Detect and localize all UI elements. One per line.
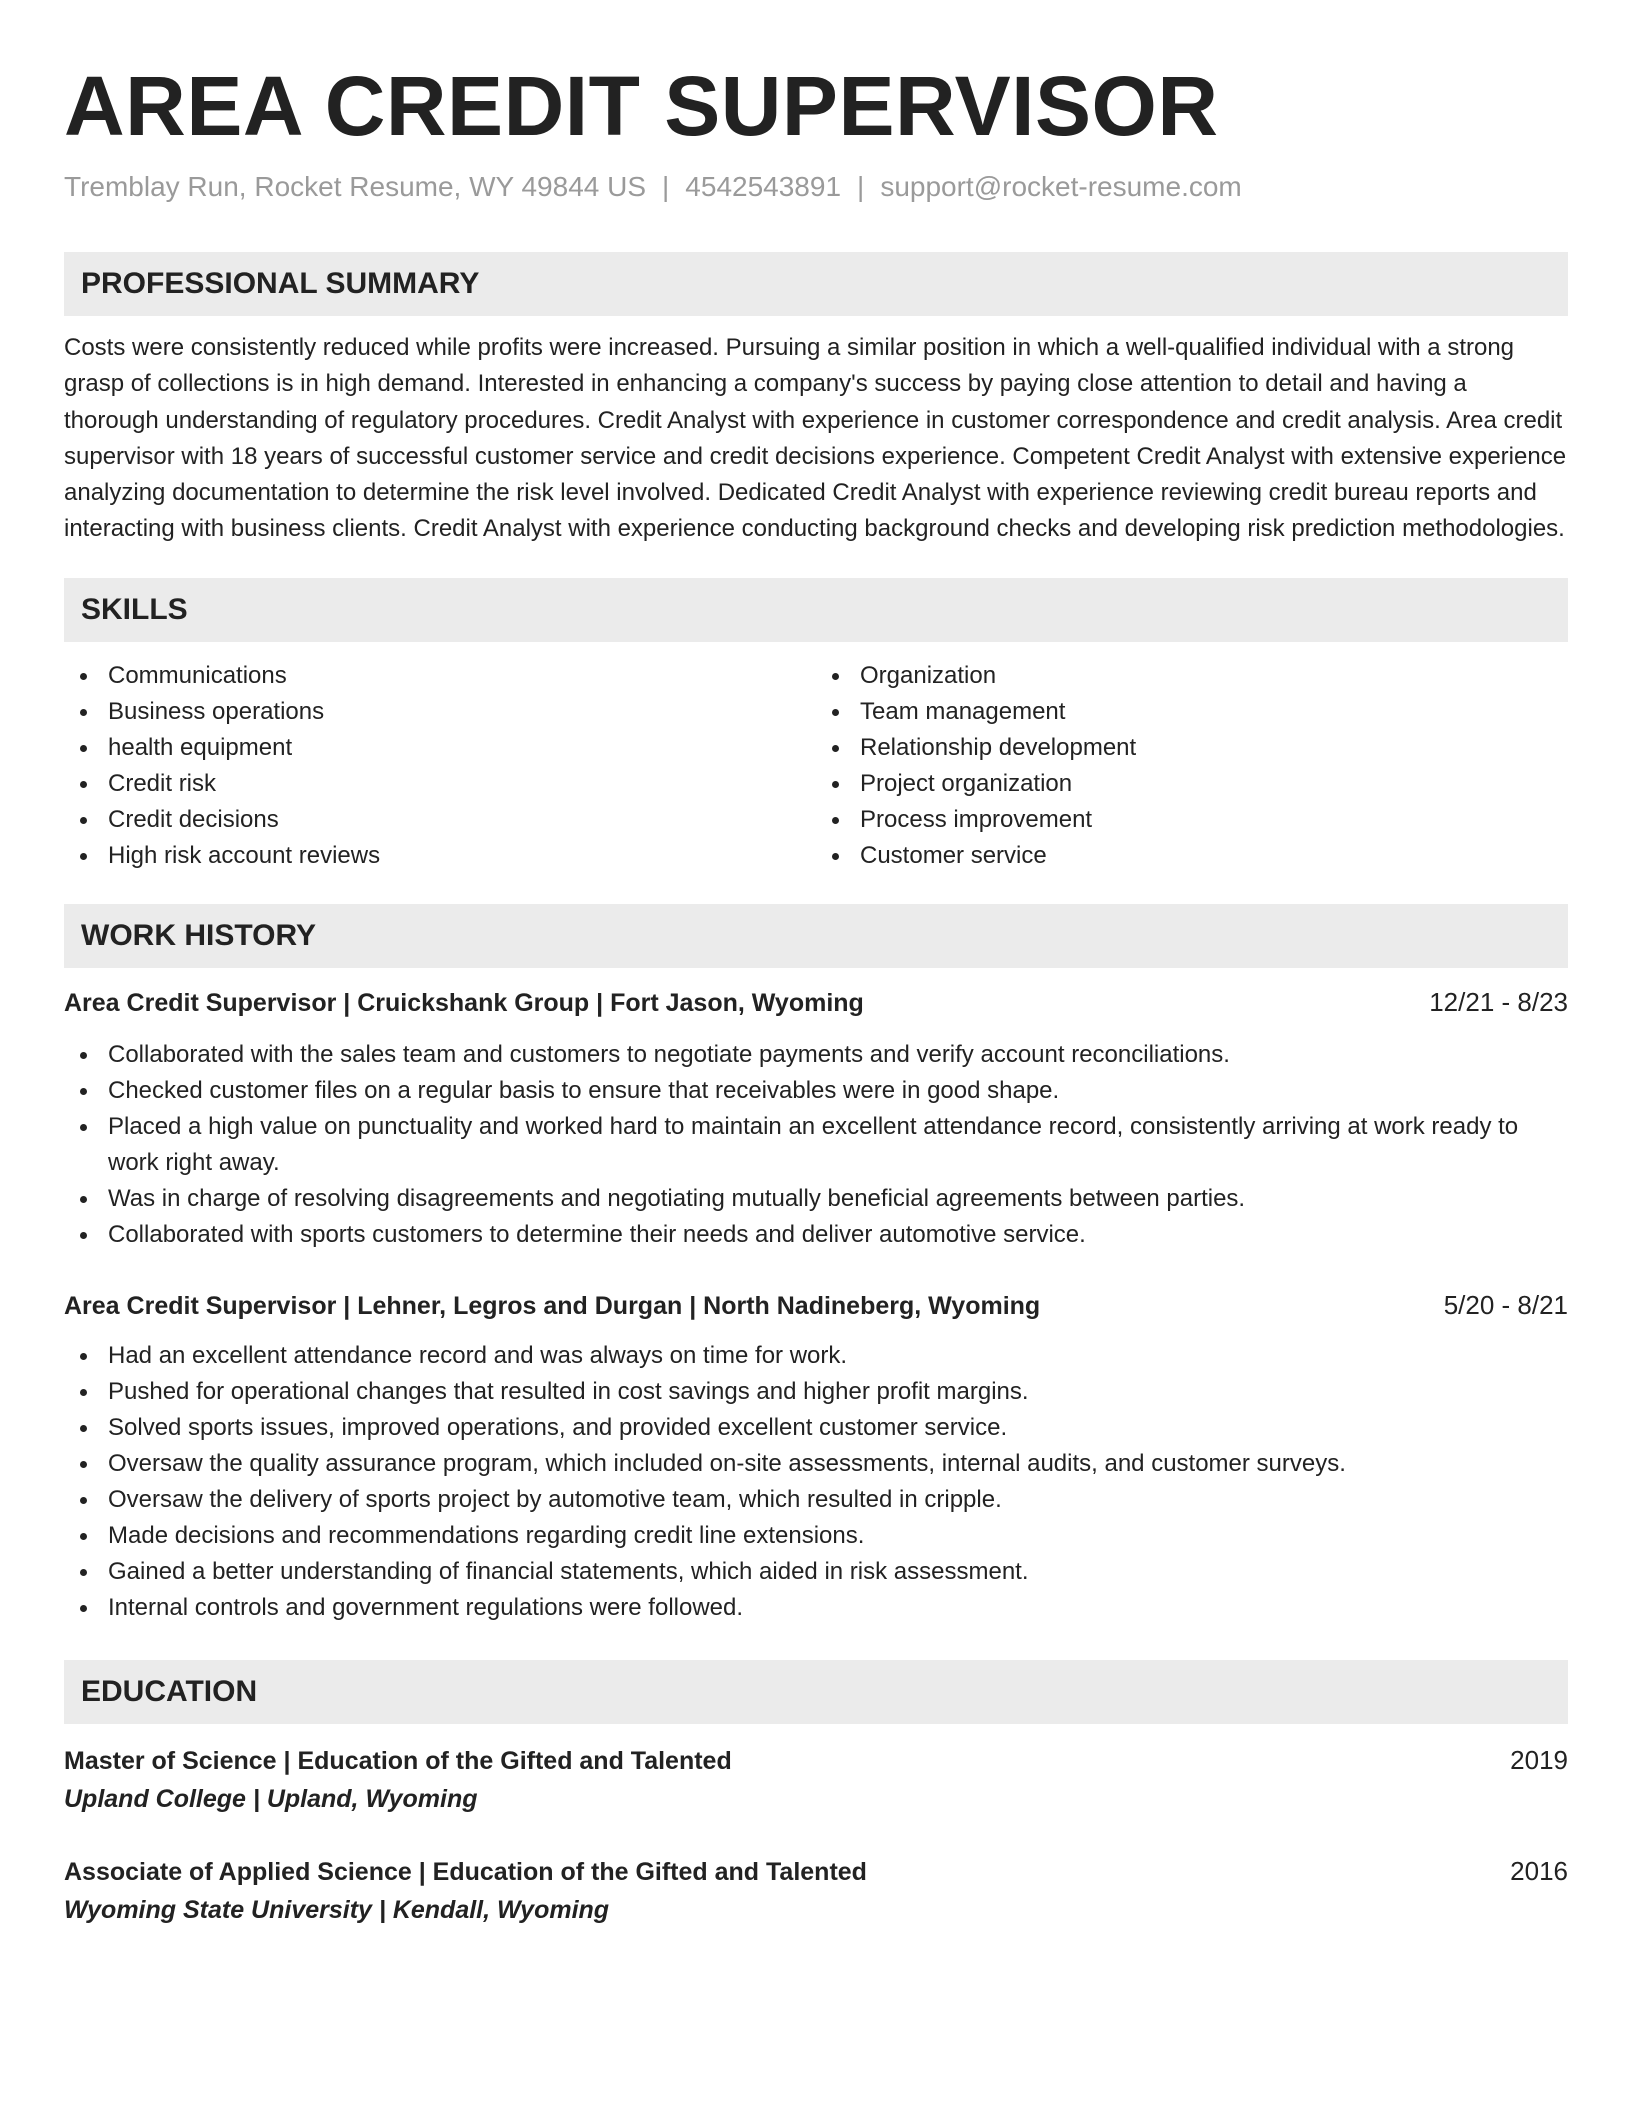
job-entry [64, 1287, 1568, 1626]
education-header [64, 1853, 1568, 1890]
section-heading-skills: SKILLS [64, 578, 1568, 642]
skill-item: Organization [816, 658, 1568, 694]
job-duty: Was in charge of resolving disagreements and negotiating mutually beneficial agreements between parties. [64, 1181, 1568, 1217]
job-duty: Collaborated with the sales team and customers to negotiate payments and verify account reconciliations. [64, 1037, 1568, 1073]
job-duty: Oversaw the delivery of sports project by automotive team, which resulted in cripple. [64, 1482, 1568, 1518]
job-duty: Collaborated with sports customers to determine their needs and deliver automotive service. [64, 1217, 1568, 1253]
education-entry [64, 1742, 1568, 1817]
education-entry [64, 1853, 1568, 1928]
job-dates: 5/20 - 8/21 [1443, 1289, 1568, 1320]
skill-item: High risk account reviews [64, 838, 816, 874]
skill-item: Project organization [816, 766, 1568, 802]
job-duty: Solved sports issues, improved operations, and provided excellent customer service. [64, 1410, 1568, 1446]
contact-address: Tremblay Run, Rocket Resume, WY 49844 US [64, 171, 647, 202]
job-entry [64, 984, 1568, 1253]
skill-item: health equipment [64, 730, 816, 766]
job-duty: Oversaw the quality assurance program, which included on-site assessments, internal audits, and customer surveys. [64, 1446, 1568, 1482]
skills-column-right [816, 658, 1568, 874]
skill-item: Process improvement [816, 802, 1568, 838]
skill-item: Relationship development [816, 730, 1568, 766]
degree-title: Associate of Applied Science | Education of the Gifted and Talented [64, 1857, 867, 1886]
skill-item: Credit risk [64, 766, 816, 802]
skills-list [64, 658, 1568, 874]
education-header [64, 1742, 1568, 1779]
degree-title: Master of Science | Education of the Gifted and Talented [64, 1746, 732, 1775]
job-header [64, 1287, 1568, 1324]
skill-item: Team management [816, 694, 1568, 730]
skill-item: Business operations [64, 694, 816, 730]
job-duty: Placed a high value on punctuality and worked hard to maintain an excellent attendance record, consistently arriving at work ready to work right away. [64, 1109, 1568, 1181]
job-duty: Made decisions and recommendations regarding credit line extensions. [64, 1518, 1568, 1554]
skill-item: Customer service [816, 838, 1568, 874]
job-duty: Pushed for operational changes that resulted in cost savings and higher profit margins. [64, 1374, 1568, 1410]
skill-item: Communications [64, 658, 816, 694]
contact-separator: | [662, 171, 670, 202]
candidate-name: AREA CREDIT SUPERVISOR [64, 59, 1219, 153]
contact-email: support@rocket-resume.com [880, 171, 1242, 202]
school-name: Upland College | Upland, Wyoming [64, 1784, 478, 1813]
school-name: Wyoming State University | Kendall, Wyoming [64, 1895, 610, 1924]
job-title: Area Credit Supervisor | Lehner, Legros and Durgan | North Nadineberg, Wyoming [64, 1291, 1041, 1320]
contact-separator: | [857, 171, 865, 202]
job-dates: 12/21 - 8/23 [1429, 986, 1568, 1017]
job-header [64, 984, 1568, 1021]
job-duties [64, 1037, 1568, 1253]
contact-line [64, 170, 1568, 204]
job-duty: Checked customer files on a regular basis to ensure that receivables were in good shape. [64, 1073, 1568, 1109]
job-title: Area Credit Supervisor | Cruickshank Group | Fort Jason, Wyoming [64, 988, 864, 1017]
skills-column-left [64, 658, 816, 874]
section-heading-work-history: WORK HISTORY [64, 904, 1568, 968]
job-duty: Had an excellent attendance record and was always on time for work. [64, 1338, 1568, 1374]
graduation-year: 2016 [1510, 1855, 1568, 1886]
summary-text: Costs were consistently reduced while profits were increased. Pursuing a similar position in which a well-qualified individual with a strong grasp of collections is in high demand. Interested in enhancing a company's success by paying close attention to detail and having a thorough understanding of regulatory procedures. Credit Analyst with experience in customer correspondence and credit analysis. Area credit supervisor with 18 years of successful customer service and credit decisions experience. Competent Credit Analyst with extensive experience analyzing documentation to determine the risk level involved. Dedicated Credit Analyst with experience reviewing credit bureau reports and interacting with business clients. Credit Analyst with experience conducting background checks and developing risk prediction methodologies. [64, 334, 1567, 543]
job-duties [64, 1338, 1568, 1626]
section-heading-summary: PROFESSIONAL SUMMARY [64, 252, 1568, 316]
graduation-year: 2019 [1510, 1744, 1568, 1775]
skill-item: Credit decisions [64, 802, 816, 838]
job-duty: Gained a better understanding of financial statements, which aided in risk assessment. [64, 1554, 1568, 1590]
section-heading-education: EDUCATION [64, 1660, 1568, 1724]
job-duty: Internal controls and government regulations were followed. [64, 1590, 1568, 1626]
contact-phone: 4542543891 [685, 171, 842, 202]
